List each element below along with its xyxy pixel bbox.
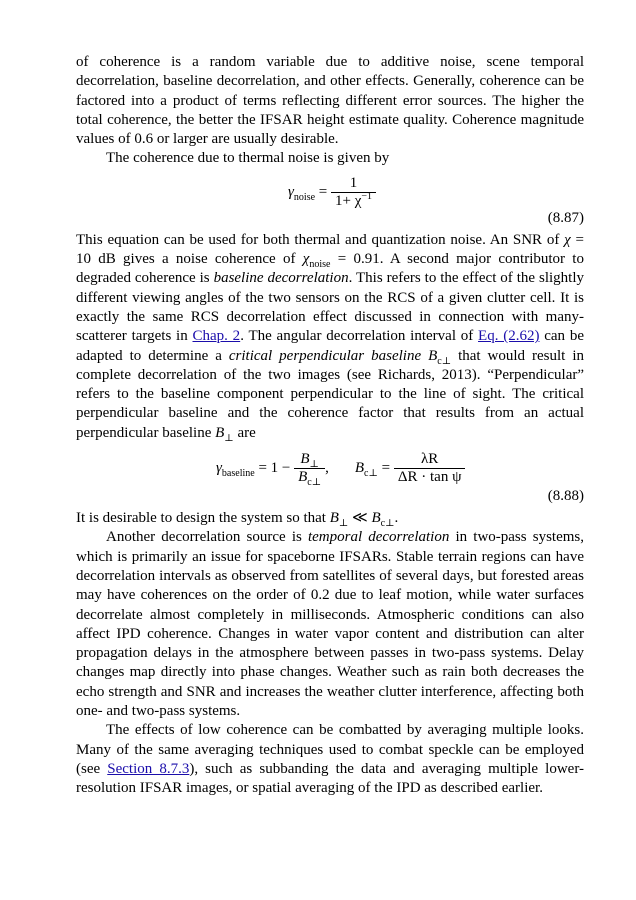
paragraph-design-condition: It is desirable to design the system so that $B_\perp$ ≪ $B_{c\perp}$. [76,510,399,530]
baseline-fraction: $\frac{B_\perp}{B_{c\perp}}$ [294,451,325,486]
paragraph-thermal-noise: The coherence due to thermal noise is given by [106,150,390,167]
paragraph-temporal-decorrelation: Another decorrelation source is temporal decorrelation in two-pass systems, which is primarily an issue for spaceborne IFSARs. Stable terrain regions can have decorrelation intervals as observed from satellites of several days, but forested areas may have coherences on the order of 0.2 due to leaf motion, while water surfaces decorrelate almost completely in milliseconds. Atmospheric conditions can also affect IPD coherence. Changes in water vapor content and distribution can alter propagation delays in the atmosphere between passes in two-pass systems. Delay changes map directly into phase changes. Weather such as rain both decreases the echo strength and SNR and increases the weather clutter interference, affecting both one- and two-pass systems. [76,529,584,720]
text-body [76,53,584,799]
paragraph-coherence-intro: of coherence is a random variable due to additive noise, scene temporal decorrelation, baseline decorrelation, and other effects. Generally, coherence can be factored into a product of terms reflecting different error sources. The higher the total coherence, the better the IFSAR height estimate quality. Coherence magnitude values of 0.6 or larger are usually desirable. [76,54,584,148]
equation-8-88 [76,443,584,509]
fraction [331,175,376,210]
equation-8-88-body: $\gamma_{baseline} = 1$ − $\frac{B_\perp}{B_{c\perp}}$ , $B_{c\perp}$ = $\frac{\lambda R}{\text{ΔR · tan ψ}}$ [216,451,465,486]
fraction-numerator: 1 [331,175,376,193]
gamma-symbol: γ [288,183,294,200]
fraction-denominator: $1+ \chi^{-1}$ [335,190,373,209]
link-eq-2-62[interactable]: Eq. (2.62) [478,328,540,345]
link-chap-2[interactable]: Chap. 2 [192,328,241,345]
paragraph-baseline-decorrelation: This equation can be used for both thermal and quantization noise. An SNR of χ = 10 dB gives a noise coherence of $\chi_{noise} = 0.91$. A second major contributor to degraded coherence is baseline decorrelation. This refers to the effect of the slightly different viewing angles of the two sensors on the RCS of a given clutter cell. It is exactly the same RCS decorrelation effect discussed in connection with many-scatterer targets in Chap. 2. The angular decorrelation interval of Eq. (2.62) can be adapted to determine a critical perpendicular baseline $B_{c\perp}$ that would result in complete decorrelation of the two images (see Richards, 2013). “Perpendicular” refers to the baseline component perpendicular to the line of sight. The critical perpendicular baseline and the coherence factor that results from an actual perpendicular baseline $B_\perp$ are [76,231,584,444]
link-section-8-7-3[interactable]: Section 8.7.3 [107,760,190,777]
noise-subscript: noise [293,191,316,203]
equation-number: (8.88) [547,488,584,505]
equation-number: (8.87) [547,209,584,226]
equation-8-87 [76,169,584,231]
paragraph-low-coherence: The effects of low coherence can be combatted by averaging multiple looks. Many of the same averaging techniques used to combat speckle can be employed (see Section 8.7.3), such as subbanding the data and averaging multiple lower-resolution IFSAR images, or spatial averaging of the IPD as described earlier. [76,722,585,797]
equation-8-87-body: $\gamma_{noise}$ = $\frac{1}{1+ \chi^{-1}}$ [288,175,376,210]
critical-baseline-fraction: $\frac{\lambda R}{\text{ΔR · tan ψ}}$ [394,451,466,486]
